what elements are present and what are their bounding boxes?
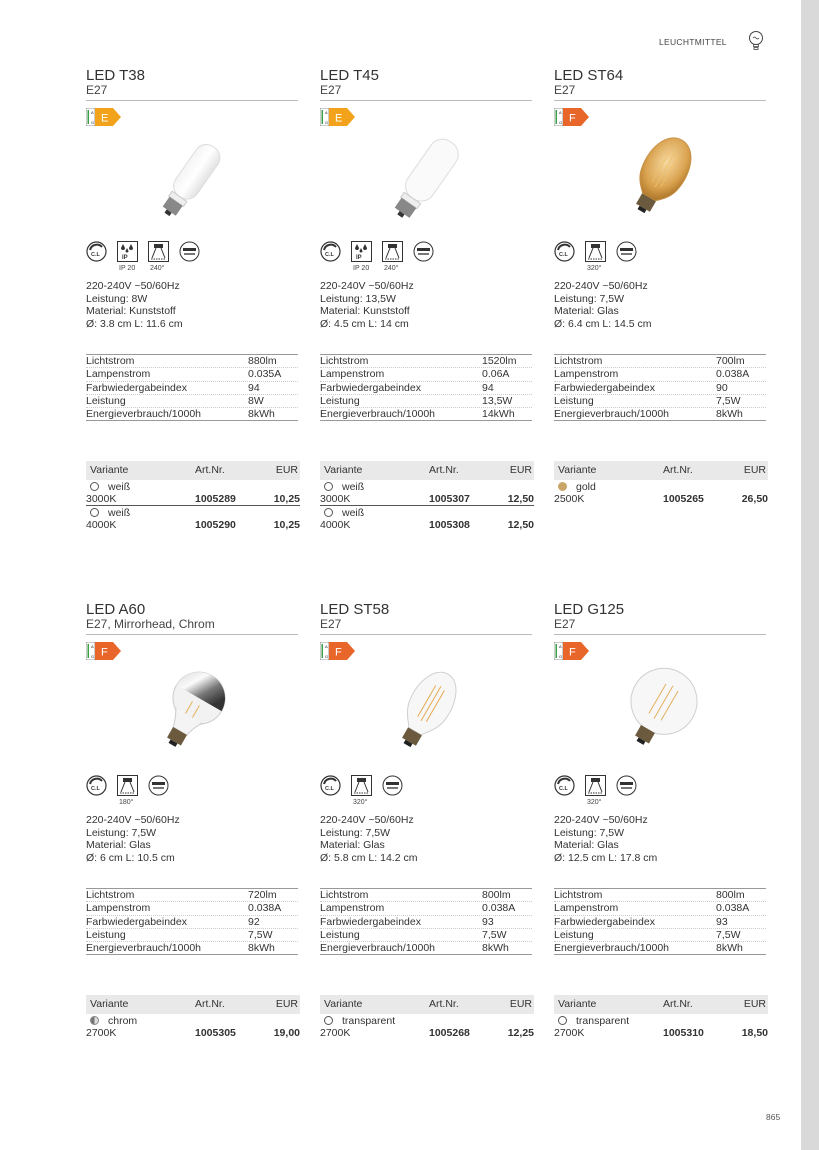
price: 12,50 (507, 519, 534, 531)
product-led-t45 (320, 68, 534, 588)
energy-label-icon (320, 642, 356, 660)
spec-line: 220-240V ~50/60Hz (86, 814, 180, 826)
price: 10,25 (273, 519, 300, 531)
product-photo (604, 130, 714, 228)
beam-angle-icon (585, 775, 606, 796)
variant-row: weiß 4000K 1005308 12,50 (320, 507, 534, 531)
property-row: Energieverbrauch/1000h 8kWh (86, 408, 298, 421)
svg-text:G: G (559, 120, 563, 125)
article-number: 1005290 (195, 519, 236, 531)
product-led-g125 (554, 602, 768, 1122)
product-subtitle: E27, Mirrorhead, Chrom (86, 617, 215, 631)
spec-line: 220-240V ~50/60Hz (320, 280, 414, 292)
svg-text:A: A (325, 644, 328, 649)
price: 18,50 (741, 1027, 768, 1039)
property-row: Leistung 7,5W (86, 929, 298, 942)
variants-table (320, 461, 534, 532)
property-row: Lichtstrom 800lm (554, 889, 766, 902)
article-number: 1005265 (663, 493, 704, 505)
property-row: Lichtstrom 1520lm (320, 355, 532, 368)
product-title: LED T45 (320, 67, 379, 84)
property-row: Energieverbrauch/1000h 8kWh (554, 408, 766, 421)
feature-icons (554, 241, 768, 275)
variants-header: Variante Art.Nr. EUR (86, 461, 300, 480)
color-swatch-icon (558, 1016, 567, 1025)
price: 12,50 (507, 493, 534, 505)
beam-angle-icon (382, 241, 403, 262)
product-subtitle: E27 (554, 83, 576, 97)
color-swatch-icon (90, 508, 99, 517)
svg-text:F: F (569, 646, 576, 659)
spec-line: 220-240V ~50/60Hz (320, 814, 414, 826)
spec-line: Ø: 12.5 cm L: 17.8 cm (554, 851, 658, 864)
svg-text:G: G (91, 654, 95, 659)
variants-header: Variante Art.Nr. EUR (320, 995, 534, 1014)
property-row: Farbwiedergabeindex 94 (320, 382, 532, 395)
angle-caption: 180° (119, 799, 134, 806)
product-led-st64 (554, 68, 768, 588)
article-number: 1005289 (195, 493, 236, 505)
lifetime-hours-icon (616, 775, 637, 796)
variant-row: weiß 3000K 1005289 10,25 (86, 481, 300, 505)
divider (554, 634, 766, 635)
ip-protection-icon (351, 241, 372, 262)
properties-table (320, 354, 532, 421)
spec-line: Material: Glas (86, 839, 151, 851)
beam-angle-icon (117, 775, 138, 796)
svg-text:C.L: C.L (325, 786, 334, 792)
dimmable-cl-icon (320, 775, 341, 796)
product-title: LED A60 (86, 601, 146, 618)
property-row: Lichtstrom 800lm (320, 889, 532, 902)
variants-table (86, 995, 300, 1040)
article-number: 1005308 (429, 519, 470, 531)
variant-row: transparent 2700K 1005310 18,50 (554, 1015, 768, 1039)
spec-line: Leistung: 7,5W (86, 826, 157, 839)
svg-text:G: G (325, 654, 329, 659)
properties-table (86, 888, 298, 955)
variant-row: gold 2500K 1005265 26,50 (554, 481, 768, 505)
angle-caption: 240° (384, 265, 399, 272)
dimmable-cl-icon (320, 241, 341, 262)
svg-text:C.L: C.L (559, 786, 568, 792)
svg-text:C.L: C.L (91, 252, 100, 258)
properties-table (86, 354, 298, 421)
ip-protection-icon (117, 241, 138, 262)
variants-table (86, 461, 300, 532)
property-row: Energieverbrauch/1000h 8kWh (86, 942, 298, 955)
feature-icons (554, 775, 768, 809)
svg-text:A: A (91, 110, 94, 115)
spec-line: Ø: 3.8 cm L: 11.6 cm (86, 317, 183, 330)
svg-text:E: E (101, 112, 109, 125)
article-number: 1005268 (429, 1027, 470, 1039)
lightbulb-icon (748, 30, 764, 52)
spec-line: Ø: 5.8 cm L: 14.2 cm (320, 851, 418, 864)
lifetime-hours-icon (148, 775, 169, 796)
spec-line: Material: Glas (320, 839, 385, 851)
product-title: LED ST64 (554, 67, 624, 84)
divider (320, 634, 532, 635)
feature-icons (86, 775, 300, 809)
price: 19,00 (273, 1027, 300, 1039)
product-photo (136, 664, 246, 762)
feature-icons (320, 775, 534, 809)
beam-angle-icon (351, 775, 372, 796)
dimmable-cl-icon (554, 775, 575, 796)
beam-angle-icon (585, 241, 606, 262)
feature-icons (86, 241, 300, 275)
spec-line: Ø: 6.4 cm L: 14.5 cm (554, 317, 652, 330)
spec-line: 220-240V ~50/60Hz (554, 280, 648, 292)
product-title: LED T38 (86, 67, 145, 84)
svg-text:A: A (559, 644, 562, 649)
svg-text:G: G (325, 120, 329, 125)
variants-header: Variante Art.Nr. EUR (86, 995, 300, 1014)
spec-line: Material: Glas (554, 305, 619, 317)
color-swatch-icon (90, 482, 99, 491)
dimmable-cl-icon (554, 241, 575, 262)
product-subtitle: E27 (320, 617, 342, 631)
property-row: Lampenstrom 0.038A (554, 902, 766, 915)
svg-text:A: A (559, 110, 562, 115)
svg-text:G: G (91, 120, 95, 125)
property-row: Lampenstrom 0.038A (86, 902, 298, 915)
spec-line: Material: Kunststoff (86, 305, 176, 317)
divider (320, 100, 532, 101)
spec-line: Ø: 6 cm L: 10.5 cm (86, 851, 175, 864)
lifetime-hours-icon (616, 241, 637, 262)
svg-text:C.L: C.L (559, 252, 568, 258)
spec-line: 220-240V ~50/60Hz (554, 814, 648, 826)
svg-text:F: F (569, 112, 576, 125)
property-row: Leistung 8W (86, 395, 298, 408)
property-row: Lichtstrom 880lm (86, 355, 298, 368)
energy-label-icon (554, 108, 590, 126)
color-swatch-icon (324, 1016, 333, 1025)
product-title: LED G125 (554, 601, 625, 618)
color-swatch-icon (324, 482, 333, 491)
energy-label-icon (86, 108, 122, 126)
page-number: 865 (766, 1112, 781, 1122)
spec-line: Material: Glas (554, 839, 619, 851)
spec-line: 220-240V ~50/60Hz (86, 280, 180, 292)
property-row: Farbwiedergabeindex 92 (86, 916, 298, 929)
product-photo (370, 664, 480, 762)
price: 10,25 (273, 493, 300, 505)
property-row: Lichtstrom 720lm (86, 889, 298, 902)
properties-table (320, 888, 532, 955)
product-subtitle: E27 (320, 83, 342, 97)
property-row: Farbwiedergabeindex 90 (554, 382, 766, 395)
variants-header: Variante Art.Nr. EUR (554, 995, 768, 1014)
product-photo (136, 130, 246, 228)
ip-caption: IP 20 (353, 265, 370, 272)
variant-row: transparent 2700K 1005268 12,25 (320, 1015, 534, 1039)
specs (320, 814, 534, 864)
svg-text:F: F (335, 646, 342, 659)
feature-icons (320, 241, 534, 275)
article-number: 1005307 (429, 493, 470, 505)
properties-table (554, 354, 766, 421)
spec-line: Leistung: 7,5W (554, 292, 625, 305)
product-title: LED ST58 (320, 601, 390, 618)
variant-row: chrom 2700K 1005305 19,00 (86, 1015, 300, 1039)
property-row: Lampenstrom 0.038A (554, 368, 766, 381)
ip-caption: IP 20 (119, 265, 136, 272)
property-row: Farbwiedergabeindex 93 (320, 916, 532, 929)
property-row: Energieverbrauch/1000h 8kWh (554, 942, 766, 955)
dimmable-cl-icon (86, 241, 107, 262)
svg-text:A: A (325, 110, 328, 115)
section-label: LEUCHTMITTEL (659, 37, 727, 47)
variant-row: weiß 3000K 1005307 12,50 (320, 481, 534, 505)
property-row: Leistung 7,5W (320, 929, 532, 942)
property-row: Lampenstrom 0.035A (86, 368, 298, 381)
color-swatch-icon (558, 482, 567, 491)
divider (86, 100, 298, 101)
svg-text:G: G (559, 654, 563, 659)
divider (86, 634, 298, 635)
specs (86, 280, 300, 330)
specs (554, 280, 768, 330)
product-led-a60 (86, 602, 300, 1122)
variants-header: Variante Art.Nr. EUR (320, 461, 534, 480)
energy-label-icon (320, 108, 356, 126)
svg-text:C.L: C.L (91, 786, 100, 792)
lifetime-hours-icon (179, 241, 200, 262)
svg-text:E: E (335, 112, 343, 125)
svg-text:F: F (101, 646, 108, 659)
variants-table (554, 461, 768, 506)
color-swatch-icon (324, 508, 333, 517)
spec-line: Leistung: 7,5W (554, 826, 625, 839)
spec-line: Material: Kunststoff (320, 305, 410, 317)
energy-label-icon (554, 642, 590, 660)
angle-caption: 320° (587, 799, 602, 806)
product-photo (370, 130, 480, 228)
property-row: Lampenstrom 0.06A (320, 368, 532, 381)
variant-row: weiß 4000K 1005290 10,25 (86, 507, 300, 531)
property-row: Leistung 7,5W (554, 395, 766, 408)
property-row: Energieverbrauch/1000h 8kWh (320, 942, 532, 955)
angle-caption: 320° (353, 799, 368, 806)
property-row: Leistung 7,5W (554, 929, 766, 942)
lifetime-hours-icon (382, 775, 403, 796)
specs (86, 814, 300, 864)
property-row: Energieverbrauch/1000h 14kWh (320, 408, 532, 421)
property-row: Lampenstrom 0.038A (320, 902, 532, 915)
product-subtitle: E27 (86, 83, 108, 97)
color-swatch-icon (90, 1016, 99, 1025)
property-row: Leistung 13,5W (320, 395, 532, 408)
dimmable-cl-icon (86, 775, 107, 796)
price: 26,50 (741, 493, 768, 505)
beam-angle-icon (148, 241, 169, 262)
spec-line: Ø: 4.5 cm L: 14 cm (320, 317, 409, 330)
properties-table (554, 888, 766, 955)
variants-table (320, 995, 534, 1040)
spec-line: Leistung: 13,5W (320, 292, 396, 305)
variants-header: Variante Art.Nr. EUR (554, 461, 768, 480)
specs (320, 280, 534, 330)
article-number: 1005310 (663, 1027, 704, 1039)
product-led-st58 (320, 602, 534, 1122)
energy-label-icon (86, 642, 122, 660)
property-row: Farbwiedergabeindex 94 (86, 382, 298, 395)
product-photo (604, 664, 714, 762)
angle-caption: 320° (587, 265, 602, 272)
property-row: Lichtstrom 700lm (554, 355, 766, 368)
property-row: Farbwiedergabeindex 93 (554, 916, 766, 929)
product-subtitle: E27 (554, 617, 576, 631)
angle-caption: 240° (150, 265, 165, 272)
svg-text:C.L: C.L (325, 252, 334, 258)
spec-line: Leistung: 8W (86, 292, 148, 305)
specs (554, 814, 768, 864)
lifetime-hours-icon (413, 241, 434, 262)
svg-text:IP: IP (122, 255, 128, 261)
price: 12,25 (507, 1027, 534, 1039)
divider (554, 100, 766, 101)
svg-text:IP: IP (356, 255, 362, 261)
article-number: 1005305 (195, 1027, 236, 1039)
spec-line: Leistung: 7,5W (320, 826, 391, 839)
product-led-t38 (86, 68, 300, 588)
svg-text:A: A (91, 644, 94, 649)
side-strip (801, 0, 819, 1150)
variants-table (554, 995, 768, 1040)
